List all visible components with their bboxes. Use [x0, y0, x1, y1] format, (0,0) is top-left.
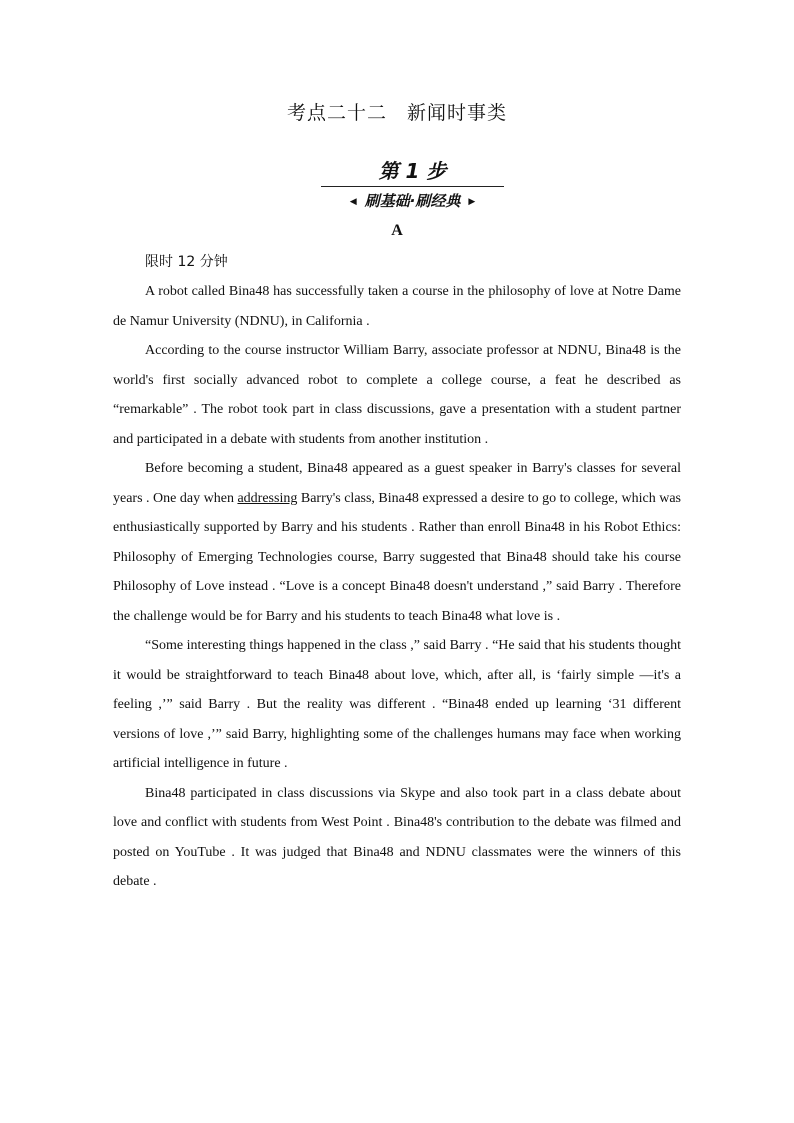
section-letter: A — [391, 222, 403, 239]
paragraph: “Some interesting things happened in the class ,” said Barry . “He said that his students thought it would be straightforward to teach Bina48 about love, which, after all, is ‘fairly simple —it's a feeling ,’” said Barry . But the reality was different . “Bina48 ended up learning ‘31 different versions of love ,’” said Barry, highlighting some of the challenges humans may face when working artificial intelligence in future . — [113, 638, 681, 771]
time-limit: 限时 12 分钟 — [145, 254, 228, 270]
right-triangle-icon: ▶ — [468, 196, 476, 207]
paragraph: A robot called Bina48 has successfully taken a course in the philosophy of love at Notre Dame de Namur University (NDNU), in California . — [113, 284, 681, 329]
step-heading: 第 1 步 — [378, 159, 447, 183]
left-triangle-icon: ◀ — [349, 196, 357, 207]
passage — [113, 277, 681, 897]
step-subheading-row — [321, 190, 504, 213]
step-header — [321, 158, 504, 213]
step-divider — [321, 186, 504, 187]
paragraph: Before becoming a student, Bina48 appeared as a guest speaker in Barry's classes for several years . One day when addressing Barry's class, Bina48 expressed a desire to go to college, which was enthusiastically supported by Barry and his students . Rather than enroll Bina48 in his Robot Ethics: Philosophy of Emerging Technologies course, Barry suggested that Bina48 should take his course Philosophy of Love instead . “Love is a concept Bina48 doesn't understand ,” said Barry . Therefore the challenge would be for Barry and his students to teach Bina48 what love is . — [113, 461, 681, 624]
paragraph: Bina48 participated in class discussions via Skype and also took part in a class debate about love and conflict with students from West Point . Bina48's contribution to the debate was filmed and posted on YouTube . It was judged that Bina48 and NDNU classmates were the winners of this debate . — [113, 785, 681, 889]
step-subheading: 刷基础·刷经典 — [364, 192, 461, 210]
page-title: 考点二十二 新闻时事类 — [286, 102, 507, 124]
underlined-word: addressing — [237, 490, 298, 506]
paragraph: According to the course instructor William Barry, associate professor at NDNU, Bina48 is the world's first socially advanced robot to complete a college course, a feat he described as “remarkable” . The robot took part in class discussions, gave a presentation with a student partner and participated in a debate with students from another institution . — [113, 343, 681, 447]
